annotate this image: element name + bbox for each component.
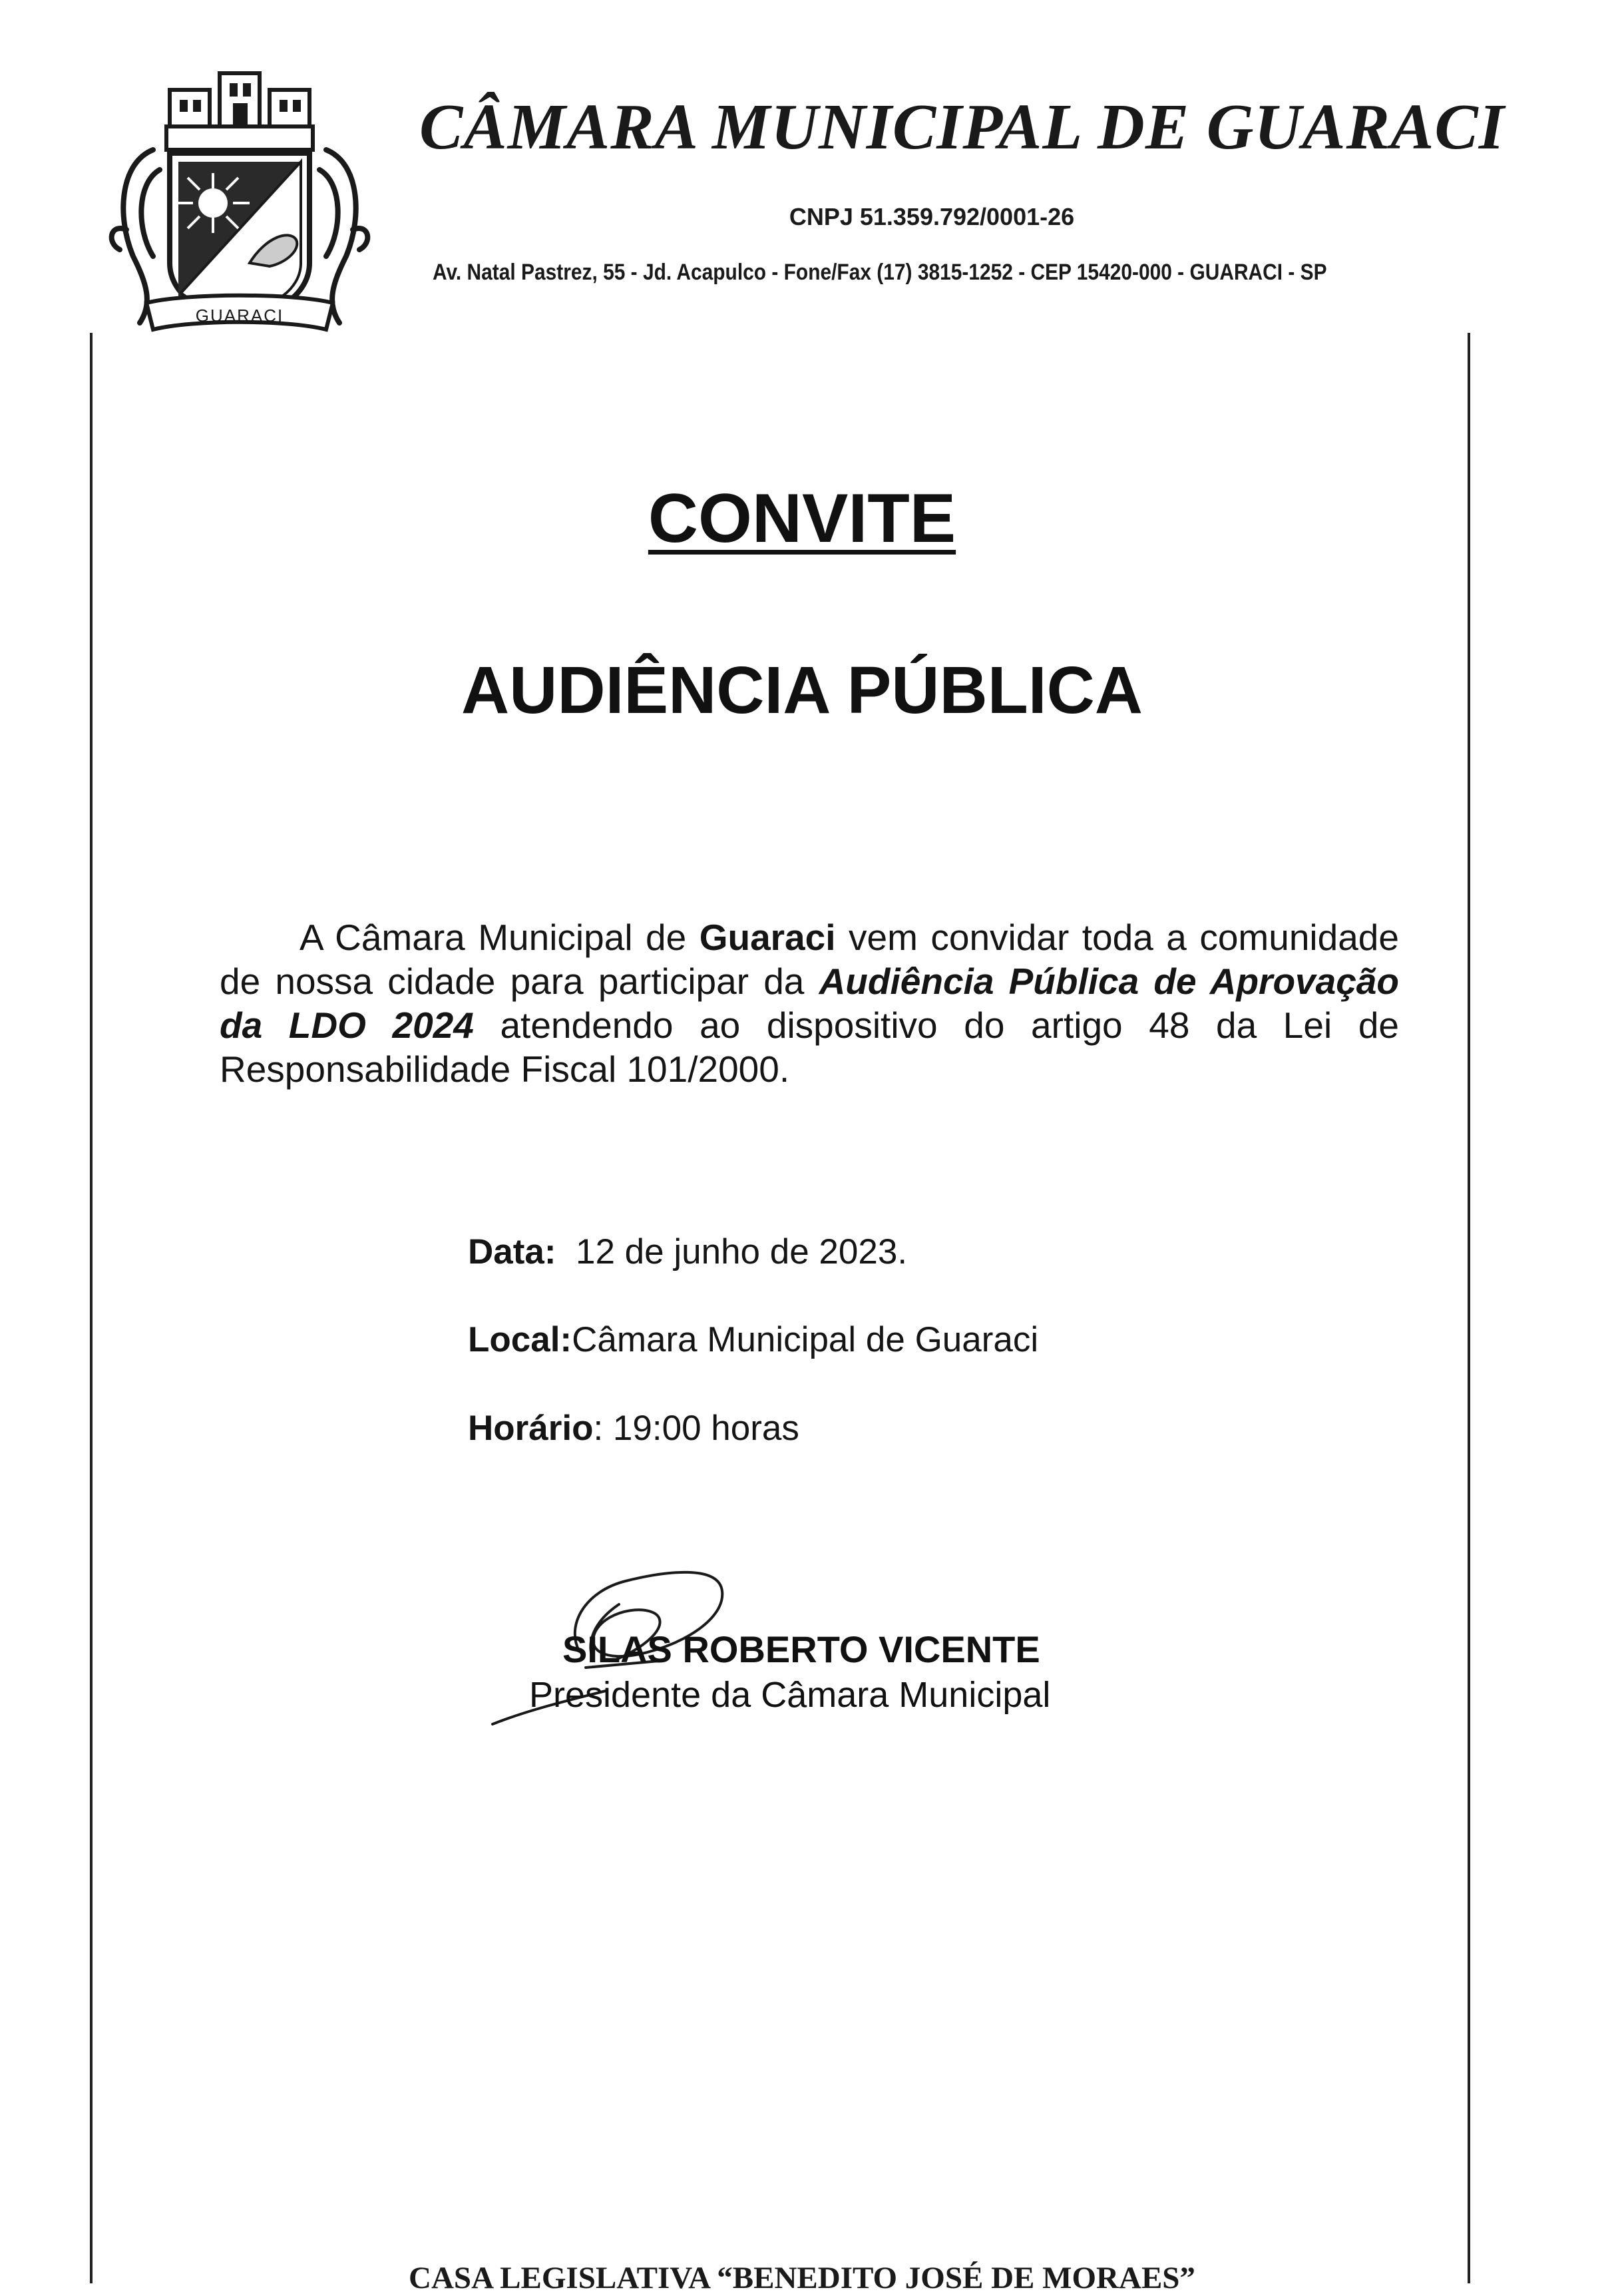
place-line bbox=[468, 1319, 1038, 1360]
date-line bbox=[468, 1232, 907, 1272]
paragraph-text: vem convidar toda a comunidade de nossa cidade para participar da bbox=[220, 917, 1399, 1002]
time-line bbox=[468, 1408, 799, 1449]
address-line: Av. Natal Pastrez, 55 - Jd. Acapulco - Fone/Fax (17) 3815-1252 - CEP 15420-000 - GUARACI - SP bbox=[433, 260, 1327, 285]
city-name: Guaraci bbox=[699, 917, 836, 958]
signatory-name: SILAS ROBERTO VICENTE bbox=[562, 1628, 1040, 1670]
paragraph-text: A Câmara Municipal de bbox=[300, 917, 700, 958]
logo-banner-text: GUARACI bbox=[195, 306, 284, 326]
footer-text: CASA LEGISLATIVA “BENEDITO JOSÉ DE MORAES” bbox=[409, 2261, 1195, 2295]
paragraph-text: atendendo ao dispositivo do artigo 48 da Lei de Responsabilidade Fiscal 101/2000. bbox=[220, 1005, 1399, 1090]
document-title: CONVITE bbox=[648, 480, 956, 557]
left-border-line bbox=[90, 333, 93, 2283]
institution-title: CÂMARA MUNICIPAL DE GUARACI bbox=[419, 91, 1505, 163]
date-label: Data: bbox=[468, 1232, 556, 1271]
invitation-paragraph bbox=[220, 915, 1399, 1091]
time-label: Horário bbox=[468, 1409, 594, 1448]
date-value: 12 de junho de 2023. bbox=[575, 1232, 908, 1271]
coat-of-arms-logo bbox=[106, 63, 373, 343]
place-value: Câmara Municipal de Guaraci bbox=[572, 1320, 1039, 1359]
time-value: : 19:00 horas bbox=[593, 1409, 799, 1448]
right-border-line bbox=[1468, 333, 1470, 2283]
signatory-role: Presidente da Câmara Municipal bbox=[529, 1675, 1051, 1715]
place-label: Local: bbox=[468, 1320, 572, 1359]
cnpj-line: CNPJ 51.359.792/0001-26 bbox=[789, 203, 1075, 230]
document-subtitle: AUDIÊNCIA PÚBLICA bbox=[461, 653, 1143, 728]
event-name: Audiência Pública de Aprovação da LDO 2024 bbox=[220, 961, 1399, 1046]
